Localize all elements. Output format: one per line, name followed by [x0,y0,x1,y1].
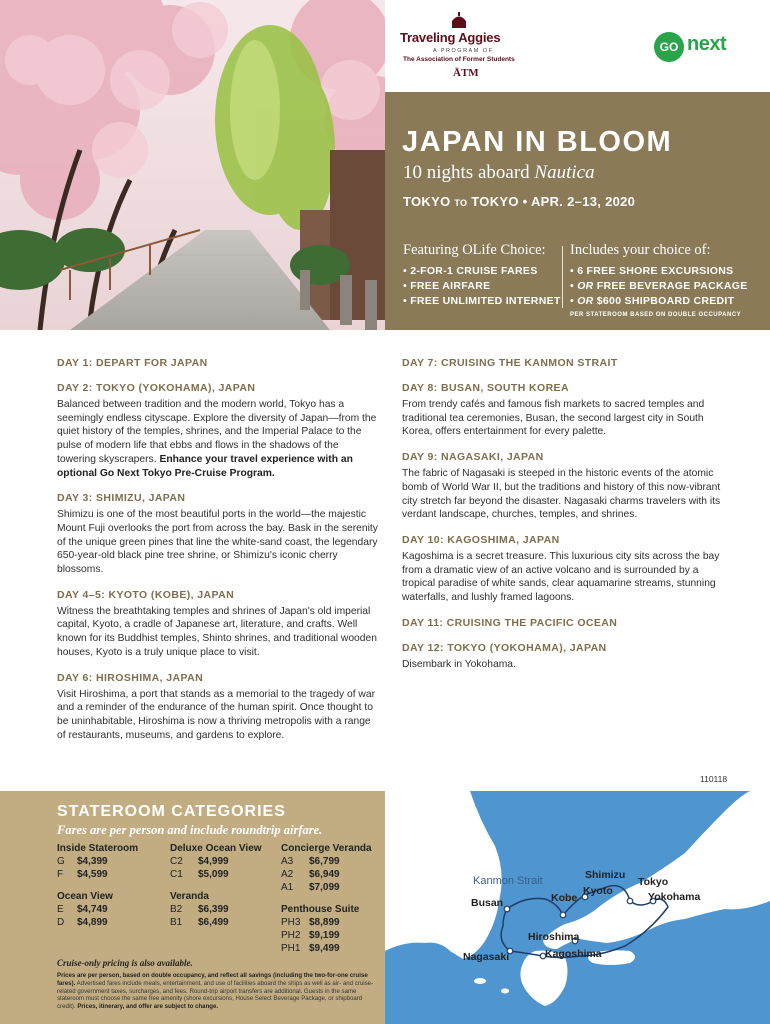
itinerary-left-column [57,356,379,753]
day-heading: DAY 1: DEPART FOR JAPAN [57,357,208,369]
fare-price: $6,799 [309,856,340,867]
partner-title: Traveling Aggies [400,30,501,45]
feature-divider [562,246,563,308]
choice-item: • 6 FREE SHORE EXCURSIONS [570,265,734,277]
fare-price: $9,199 [309,930,340,941]
choice-head: Includes your choice of: [570,242,711,258]
day-heading: DAY 2: TOKYO (YOKOHAMA), JAPAN [57,382,256,394]
day-heading: DAY 6: HIROSHIMA, JAPAN [57,671,204,684]
go-circle: GO [654,32,684,62]
choice-list [570,264,766,309]
port-marker-shimizu [627,898,633,904]
featuring-item: • FREE UNLIMITED INTERNET [403,295,561,307]
fare-row [170,868,262,881]
featuring-item: • 2-FOR-1 CRUISE FARES [403,265,538,277]
fare-price: $6,949 [309,869,340,880]
fare-code: PH1 [281,943,301,954]
itinerary-day [402,356,724,370]
fare-price: $4,899 [77,917,108,928]
fare-group [57,842,138,881]
fare-group [57,890,113,929]
featuring-column [403,242,559,309]
route-map [385,791,770,1024]
itinerary-day [402,381,724,439]
fare-price: $4,599 [77,869,108,880]
fare-price: $7,099 [309,882,340,893]
port-marker-kobe [560,912,566,918]
day-text: Balanced between tradition and the modern world, Tokyo has a seemingly endless cityscape. Explore the diversity of Japan—from the quiet history of the temples, shrines, and the Imperial Palace to the pulse of modern life that ebbs and flows in the shadows of the towering skyscrapers. [57,399,377,465]
stateroom-subtitle: Fares are per person and include roundtrip airfare. [57,823,323,837]
document-code: 110118 [700,774,728,784]
featuring-list [403,264,559,309]
map-label-tokyo: Tokyo [638,876,669,888]
stateroom-title: STATEROOM CATEGORIES [57,803,286,820]
fare-row [281,929,359,942]
day-highlight: Enhance your travel experience with an optional Go Next Tokyo Pre-Cruise Program. [57,453,353,479]
route-from: TOKYO [403,194,451,209]
occupancy-note: PER STATEROOM BASED ON DOUBLE OCCUPANCY [570,312,742,318]
itinerary-day [402,533,724,605]
fare-code: A2 [281,869,294,880]
fare-row [281,916,359,929]
fare-price: $4,399 [77,856,108,867]
choice-item-text: $600 SHIPBOARD CREDIT [596,295,735,307]
fare-price: $6,399 [198,904,229,915]
ship-name: Nautica [534,162,595,183]
traveling-aggies-logo [400,10,530,80]
fare-group [170,842,262,881]
day-heading: DAY 9: NAGASAKI, JAPAN [402,451,544,464]
fare-code: PH3 [281,917,301,928]
fine-bold-lead: Prices are per person, based on double occupancy, and reflect all savings (including the two-for-one cruise fares). [57,972,368,987]
fine-bold-tail: Prices, itinerary, and offer are subject to change. [77,1003,219,1011]
route-dates [403,194,635,209]
subtitle-prefix: 10 nights aboard [403,162,530,183]
day-description: Shimizu is one of the most beautiful ports in the world—the majestic Mount Fuji overlooks the port from across the bay. Bask in the serenity of the unique green pines that line the white-sand coast, the legendary 650-year-old black pine tree shrine, or Shimizu's iconic cherry blossoms. [57,509,378,576]
go-next-logo [654,32,766,62]
itinerary-day [57,491,379,577]
map-label-yokohama: Yokohama [648,891,701,903]
choice-item [570,294,766,309]
fare-group-name: Veranda [170,891,209,902]
port-marker-busan [504,906,510,912]
choice-item [570,279,766,294]
hero-subtitle [403,162,595,184]
fare-row [170,855,262,868]
itinerary-day [402,641,724,672]
choice-column [570,242,766,309]
map-label-shimizu: Shimizu [585,869,626,881]
building-dome-icon [450,12,468,28]
day-description [57,398,379,480]
fare-row [170,903,229,916]
fare-row [281,881,372,894]
day-description: Witness the breathtaking temples and shrines of Japan's old imperial capital, Kyoto, a cradle of Japanese art, literature, and crafts. Well known for its Buddhist temples, Shinto shrines, and traditional wooden houses, Kyoto is a truly unique place to visit. [57,605,377,658]
map-label-busan: Busan [471,897,504,909]
choice-or: OR [577,280,594,292]
map-label-hiroshima: Hiroshima [528,931,580,943]
fare-group-name: Ocean View [57,891,113,902]
fare-group-name: Penthouse Suite [281,904,360,915]
itinerary-day [57,356,379,370]
fare-code: B1 [170,917,183,928]
choice-bullet: • [570,295,574,307]
fare-group [281,842,372,894]
choice-item-text: FREE BEVERAGE PACKAGE [596,280,748,292]
fare-code: E [57,904,64,915]
route-to-word: TO [454,198,468,208]
day-description: The fabric of Nagasaki is steeped in the historic events of the atomic bomb of World War II, but the traditions and history of this now-vibrant city stretch far beyond the disaster. Nagasaki charms travelers with its verdant landscape, churches, temples, and shrines. [402,468,721,521]
fine-print [57,972,375,1011]
fare-group-name: Inside Stateroom [57,843,139,854]
choice-bullet: • [570,280,574,292]
day-heading: DAY 8: BUSAN, SOUTH KOREA [402,382,569,394]
map-label-nagasaki: Nagasaki [463,951,510,963]
map-label-kyoto: Kyoto [583,885,613,897]
day-description: Kagoshima is a secret treasure. This luxurious city sits across the bay from a dramatic view of an active volcano and is surrounded by a tropical paradise of white sands, clear aquamarine streams, stunning waterfalls, and lushly framed lagoons. [402,550,720,604]
itinerary-day [57,381,379,480]
day-description: Disembark in Yokohama. [402,658,516,670]
fare-price: $9,499 [309,943,340,954]
fare-row [170,916,229,929]
fare-group-name: Deluxe Ocean View [170,843,262,854]
map-label-kobe: Kobe [551,892,578,904]
featuring-item: • FREE AIRFARE [403,280,491,292]
day-heading: DAY 4–5: KYOTO (KOBE), JAPAN [57,588,235,601]
map-label-strait: Kanmon Strait [473,875,543,887]
page-title: JAPAN IN BLOOM [402,126,673,158]
partner-association: The Association of Former Students [403,56,515,63]
fare-row [57,903,113,916]
fare-row [281,942,359,955]
day-heading: DAY 11: CRUISING THE PACIFIC OCEAN [402,616,618,629]
fare-row [57,868,138,881]
cruise-only-note: Cruise-only pricing is also available. [57,958,193,968]
fare-price: $4,749 [77,904,108,915]
fare-row [57,916,113,929]
go-next-word: next [687,33,727,55]
fare-group-name: Concierge Veranda [281,843,372,854]
fine-body: Advertised fares include meals, entertainment, and use of facilities aboard the ships as well as air- and cruise-related government taxes, surcharges, and fees. Round-trip airport transfers are additional. Guests in the same stateroom must choose the same free amenity (shore excursions, House Select Beverage Package, or shipboard credit). [57,979,374,1011]
fare-code: A1 [281,882,294,893]
itinerary-day [402,616,724,630]
fare-row [281,855,372,868]
map-label-kagoshima: Kagoshima [545,948,602,960]
itinerary-day [402,450,724,522]
day-heading: DAY 10: KAGOSHIMA, JAPAN [402,533,560,546]
day-description: From trendy cafés and famous fish markets to sacred temples and traditional tea ceremonies, Busan, the second largest city in South Korea, offers entertainment for every palette. [402,399,705,438]
cherry-blossom-photo [0,0,385,330]
fare-price: $8,899 [309,917,340,928]
fare-code: A3 [281,856,294,867]
fare-code: PH2 [281,930,301,941]
day-heading: DAY 3: SHIMIZU, JAPAN [57,492,186,505]
atm-logo-mark: ĀTM [453,67,479,79]
itinerary-right-column [402,356,724,682]
partner-program-line: A PROGRAM OF [433,48,494,54]
fare-price: $6,499 [198,917,229,928]
day-heading: DAY 12: TOKYO (YOKOHAMA), JAPAN [402,641,607,654]
day-description: Visit Hiroshima, a port that stands as a memorial to the tragedy of war and a reminder of the endurance of the human spirit. Once thought to be uninhabitable, Hiroshima is now a thriving metropolis with a range of restaurants, museums, and gardens to explore. [57,688,376,741]
fare-code: C2 [170,856,183,867]
featuring-head: Featuring OLife Choice: [403,242,546,258]
choice-or: OR [577,295,594,307]
itinerary-day [57,588,379,660]
fare-code: D [57,917,65,928]
fare-group [281,903,359,955]
itinerary-day [57,671,379,743]
fare-group [170,890,229,929]
fare-code: C1 [170,869,183,880]
fare-code: B2 [170,904,183,915]
fare-code: F [57,869,64,880]
route-map-graphic [385,791,770,1024]
fare-row [57,855,138,868]
fare-code: G [57,856,65,867]
day-heading: DAY 7: CRUISING THE KANMON STRAIT [402,357,618,369]
fare-price: $5,099 [198,869,229,880]
fare-row [281,868,372,881]
route-rest: TOKYO • APR. 2–13, 2020 [471,194,636,209]
fare-price: $4,999 [198,856,229,867]
